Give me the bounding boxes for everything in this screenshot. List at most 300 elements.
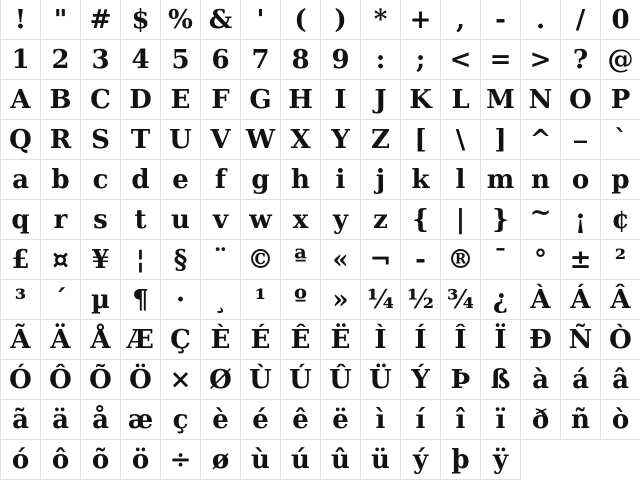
character-cell[interactable]: [481, 0, 521, 40]
character-cell[interactable]: [561, 320, 601, 360]
character-cell[interactable]: [401, 360, 441, 400]
character-cell[interactable]: [481, 160, 521, 200]
character-cell[interactable]: [481, 80, 521, 120]
character-cell[interactable]: [201, 160, 241, 200]
character-cell[interactable]: [121, 320, 161, 360]
character-cell[interactable]: [121, 200, 161, 240]
glyph: ¬: [369, 245, 392, 275]
character-cell[interactable]: [321, 360, 361, 400]
character-cell[interactable]: [321, 400, 361, 440]
glyph: [: [414, 125, 427, 155]
character-cell[interactable]: [441, 120, 481, 160]
character-cell[interactable]: [561, 400, 601, 440]
character-cell[interactable]: [241, 240, 281, 280]
glyph: -: [495, 5, 506, 35]
character-cell[interactable]: [121, 0, 161, 40]
character-cell[interactable]: [521, 0, 561, 40]
glyph: S: [91, 125, 110, 155]
character-cell[interactable]: [561, 160, 601, 200]
character-cell[interactable]: [321, 0, 361, 40]
character-cell[interactable]: [41, 40, 81, 80]
character-cell[interactable]: [201, 80, 241, 120]
glyph: À: [530, 285, 551, 315]
character-cell[interactable]: [1, 120, 41, 160]
character-cell[interactable]: [121, 80, 161, 120]
character-cell[interactable]: [241, 120, 281, 160]
character-cell[interactable]: [41, 400, 81, 440]
character-cell[interactable]: [1, 280, 41, 320]
character-cell[interactable]: [401, 80, 441, 120]
character-cell[interactable]: [161, 160, 201, 200]
character-cell[interactable]: [161, 400, 201, 440]
character-cell[interactable]: [81, 0, 121, 40]
character-cell[interactable]: [601, 360, 640, 400]
character-cell[interactable]: [1, 80, 41, 120]
character-cell[interactable]: [401, 40, 441, 80]
character-cell[interactable]: [601, 400, 640, 440]
glyph: ¯: [494, 245, 507, 275]
glyph: ]: [494, 125, 507, 155]
character-cell[interactable]: [441, 80, 481, 120]
character-cell[interactable]: [321, 120, 361, 160]
glyph: k: [411, 165, 430, 195]
glyph: F: [211, 85, 230, 115]
glyph: o: [571, 165, 590, 195]
character-cell[interactable]: [281, 280, 321, 320]
character-cell[interactable]: [561, 240, 601, 280]
character-cell[interactable]: [561, 200, 601, 240]
glyph: e: [172, 165, 189, 195]
glyph: ù: [251, 445, 270, 475]
character-cell[interactable]: [161, 80, 201, 120]
character-cell[interactable]: [521, 240, 561, 280]
character-cell[interactable]: [321, 200, 361, 240]
glyph: â: [612, 365, 629, 395]
glyph: s: [93, 205, 108, 235]
character-cell[interactable]: [81, 200, 121, 240]
glyph: î: [455, 405, 466, 435]
glyph: ©: [247, 245, 274, 275]
character-cell[interactable]: [601, 80, 640, 120]
glyph: D: [129, 85, 152, 115]
character-cell[interactable]: [41, 160, 81, 200]
character-cell[interactable]: [401, 160, 441, 200]
character-cell[interactable]: [201, 320, 241, 360]
character-cell[interactable]: [521, 40, 561, 80]
glyph: d: [131, 165, 150, 195]
character-cell[interactable]: [241, 40, 281, 80]
glyph: 0: [611, 5, 630, 35]
character-cell[interactable]: [201, 120, 241, 160]
character-cell[interactable]: [81, 280, 121, 320]
glyph: 9: [331, 45, 350, 75]
glyph: M: [486, 85, 515, 115]
character-cell[interactable]: [121, 40, 161, 80]
character-cell[interactable]: [41, 240, 81, 280]
character-cell[interactable]: [81, 40, 121, 80]
glyph: ã: [12, 405, 29, 435]
character-cell[interactable]: [561, 0, 601, 40]
character-cell[interactable]: [41, 280, 81, 320]
glyph: Ç: [170, 325, 191, 355]
glyph: A: [10, 85, 31, 115]
glyph: ¢: [611, 205, 630, 235]
character-cell[interactable]: [281, 200, 321, 240]
character-cell[interactable]: [361, 320, 401, 360]
character-cell[interactable]: [561, 280, 601, 320]
character-cell[interactable]: [1, 320, 41, 360]
character-cell[interactable]: [401, 0, 441, 40]
glyph: v: [212, 205, 229, 235]
glyph: ,: [455, 5, 466, 35]
character-cell[interactable]: [281, 240, 321, 280]
glyph: (: [294, 5, 307, 35]
character-cell[interactable]: [361, 200, 401, 240]
character-cell[interactable]: [121, 360, 161, 400]
glyph: þ: [451, 445, 470, 475]
character-cell[interactable]: [1, 200, 41, 240]
character-cell[interactable]: [521, 280, 561, 320]
glyph: ü: [371, 445, 390, 475]
glyph: =: [489, 45, 512, 75]
character-cell[interactable]: [441, 280, 481, 320]
character-cell[interactable]: [241, 80, 281, 120]
character-cell[interactable]: [241, 0, 281, 40]
character-cell[interactable]: [401, 120, 441, 160]
glyph: Ó: [9, 365, 32, 395]
glyph: Ý: [411, 365, 430, 395]
character-cell[interactable]: [361, 160, 401, 200]
character-cell[interactable]: [521, 80, 561, 120]
character-cell[interactable]: [441, 0, 481, 40]
glyph: ð: [531, 405, 550, 435]
glyph: Õ: [89, 365, 112, 395]
glyph: ¸: [214, 285, 227, 315]
character-cell[interactable]: [601, 200, 640, 240]
glyph: Ö: [129, 365, 152, 395]
character-cell[interactable]: [121, 280, 161, 320]
glyph: G: [249, 85, 272, 115]
character-cell[interactable]: [441, 320, 481, 360]
character-cell[interactable]: [161, 40, 201, 80]
character-cell[interactable]: [201, 280, 241, 320]
glyph: ô: [51, 445, 70, 475]
glyph: E: [170, 85, 191, 115]
glyph: ò: [611, 405, 630, 435]
character-cell[interactable]: [481, 120, 521, 160]
glyph: T: [130, 125, 151, 155]
character-cell[interactable]: [281, 360, 321, 400]
character-cell[interactable]: [1, 0, 41, 40]
character-cell[interactable]: [441, 440, 481, 480]
character-cell[interactable]: [241, 200, 281, 240]
character-cell[interactable]: [161, 200, 201, 240]
character-cell[interactable]: [41, 440, 81, 480]
character-cell[interactable]: [481, 40, 521, 80]
glyph: *: [373, 5, 388, 35]
glyph: È: [210, 325, 231, 355]
glyph: h: [291, 165, 310, 195]
glyph: ý: [412, 445, 429, 475]
character-cell[interactable]: [601, 40, 640, 80]
character-cell[interactable]: [601, 320, 640, 360]
glyph: t: [134, 205, 147, 235]
character-cell[interactable]: [121, 400, 161, 440]
glyph: æ: [127, 405, 154, 435]
character-cell[interactable]: [321, 160, 361, 200]
glyph: b: [51, 165, 70, 195]
glyph: ¨: [214, 245, 227, 275]
character-cell[interactable]: [81, 360, 121, 400]
character-cell[interactable]: [481, 440, 521, 480]
character-cell[interactable]: [161, 280, 201, 320]
character-cell[interactable]: [161, 120, 201, 160]
glyph: ¿: [492, 285, 509, 315]
character-cell[interactable]: [281, 440, 321, 480]
glyph: Ï: [494, 325, 507, 355]
character-cell[interactable]: [81, 120, 121, 160]
character-cell[interactable]: [81, 80, 121, 120]
character-cell[interactable]: [601, 240, 640, 280]
glyph: w: [249, 205, 272, 235]
character-cell[interactable]: [401, 240, 441, 280]
character-cell[interactable]: [441, 360, 481, 400]
glyph: ï: [495, 405, 506, 435]
glyph: ä: [52, 405, 69, 435]
character-cell[interactable]: [1, 160, 41, 200]
character-cell[interactable]: [401, 200, 441, 240]
character-cell[interactable]: [561, 40, 601, 80]
character-cell[interactable]: [361, 240, 401, 280]
glyph: W: [245, 125, 276, 155]
character-cell[interactable]: [361, 80, 401, 120]
character-cell[interactable]: [441, 400, 481, 440]
character-cell[interactable]: [41, 200, 81, 240]
character-cell[interactable]: [241, 320, 281, 360]
character-cell[interactable]: [481, 320, 521, 360]
glyph: §: [173, 245, 188, 275]
glyph: ¼: [366, 285, 395, 315]
glyph: Ð: [529, 325, 552, 355]
character-cell[interactable]: [521, 320, 561, 360]
glyph: <: [449, 45, 472, 75]
character-cell[interactable]: [81, 400, 121, 440]
character-cell[interactable]: [601, 280, 640, 320]
glyph: Á: [570, 285, 591, 315]
character-cell[interactable]: [561, 114, 601, 160]
character-cell[interactable]: [401, 320, 441, 360]
character-cell[interactable]: [521, 200, 561, 240]
glyph: f: [214, 165, 227, 195]
glyph: ¶: [132, 285, 149, 315]
glyph: \: [455, 125, 466, 155]
character-cell[interactable]: [441, 40, 481, 80]
character-cell[interactable]: [521, 360, 561, 400]
character-cell[interactable]: [161, 240, 201, 280]
character-cell[interactable]: [361, 440, 401, 480]
character-cell[interactable]: [401, 280, 441, 320]
character-cell[interactable]: [41, 120, 81, 160]
character-cell[interactable]: [121, 160, 161, 200]
character-cell[interactable]: [321, 80, 361, 120]
character-cell[interactable]: [281, 80, 321, 120]
character-cell[interactable]: [1, 240, 41, 280]
glyph: ¤: [52, 245, 69, 275]
character-cell[interactable]: [81, 240, 121, 280]
character-cell[interactable]: [161, 0, 201, 40]
character-cell[interactable]: [281, 120, 321, 160]
character-cell[interactable]: [201, 40, 241, 80]
glyph: u: [171, 205, 190, 235]
character-cell[interactable]: [241, 280, 281, 320]
glyph: 8: [291, 45, 310, 75]
glyph: Ò: [609, 325, 632, 355]
character-cell[interactable]: [201, 360, 241, 400]
glyph: à: [532, 365, 549, 395]
glyph: 3: [91, 45, 110, 75]
character-cell[interactable]: [281, 40, 321, 80]
glyph: H: [288, 85, 313, 115]
glyph: r: [53, 205, 68, 235]
glyph: 6: [211, 45, 230, 75]
character-cell[interactable]: [1, 40, 41, 80]
character-cell[interactable]: [1, 360, 41, 400]
glyph: Ú: [289, 365, 312, 395]
glyph: è: [212, 405, 229, 435]
glyph: i: [335, 165, 346, 195]
character-cell[interactable]: [41, 320, 81, 360]
character-cell[interactable]: [481, 360, 521, 400]
character-cell[interactable]: [441, 160, 481, 200]
glyph: ¦: [135, 245, 146, 275]
character-cell[interactable]: [281, 320, 321, 360]
character-cell[interactable]: [41, 80, 81, 120]
character-cell[interactable]: [401, 400, 441, 440]
character-cell[interactable]: [361, 120, 401, 160]
glyph: |: [455, 205, 466, 235]
character-cell[interactable]: [321, 280, 361, 320]
character-cell[interactable]: [41, 360, 81, 400]
glyph: #: [89, 5, 112, 35]
character-cell[interactable]: [321, 440, 361, 480]
glyph: Ø: [209, 365, 232, 395]
character-cell[interactable]: [121, 240, 161, 280]
character-cell[interactable]: [81, 320, 121, 360]
character-cell[interactable]: [281, 160, 321, 200]
glyph: n: [531, 165, 550, 195]
glyph: Ì: [374, 325, 387, 355]
glyph: ç: [172, 405, 189, 435]
glyph: .: [535, 5, 546, 35]
glyph: N: [528, 85, 553, 115]
character-cell[interactable]: [241, 400, 281, 440]
character-cell[interactable]: [161, 320, 201, 360]
character-cell[interactable]: [481, 400, 521, 440]
character-cell[interactable]: [201, 200, 241, 240]
glyph: ß: [490, 365, 511, 395]
glyph: ÿ: [492, 445, 509, 475]
glyph: Þ: [450, 365, 471, 395]
character-cell[interactable]: [201, 0, 241, 40]
character-cell[interactable]: [561, 360, 601, 400]
character-cell[interactable]: [201, 400, 241, 440]
glyph: >: [529, 45, 552, 75]
character-cell[interactable]: [481, 240, 521, 280]
character-cell[interactable]: [41, 0, 81, 40]
character-cell[interactable]: [521, 400, 561, 440]
character-cell[interactable]: [281, 0, 321, 40]
glyph: Ô: [49, 365, 72, 395]
character-cell[interactable]: [361, 40, 401, 80]
character-cell[interactable]: [121, 120, 161, 160]
character-cell[interactable]: [121, 440, 161, 480]
character-cell[interactable]: [241, 440, 281, 480]
character-cell[interactable]: [241, 160, 281, 200]
character-cell[interactable]: [481, 200, 521, 240]
character-cell[interactable]: [1, 440, 41, 480]
glyph: Ä: [50, 325, 71, 355]
glyph: y: [332, 205, 349, 235]
glyph: Æ: [127, 325, 154, 355]
glyph: Í: [414, 325, 427, 355]
glyph: X: [290, 125, 311, 155]
glyph: ¾: [446, 285, 475, 315]
character-cell[interactable]: [401, 440, 441, 480]
glyph: ®: [447, 245, 474, 275]
character-cell[interactable]: [441, 200, 481, 240]
glyph: g: [251, 165, 270, 195]
character-cell[interactable]: [441, 240, 481, 280]
glyph: ê: [292, 405, 309, 435]
character-cell[interactable]: [521, 120, 561, 160]
character-cell[interactable]: [321, 240, 361, 280]
glyph: ´: [54, 285, 67, 315]
character-cell[interactable]: [361, 400, 401, 440]
character-cell[interactable]: [81, 160, 121, 200]
glyph: -: [415, 245, 426, 275]
character-cell[interactable]: [601, 120, 640, 160]
character-cell[interactable]: [601, 0, 640, 40]
glyph: I: [334, 85, 347, 115]
glyph: @: [607, 45, 634, 75]
glyph: û: [331, 445, 350, 475]
character-cell[interactable]: [201, 440, 241, 480]
character-cell[interactable]: [81, 440, 121, 480]
glyph: R: [49, 125, 72, 155]
character-cell[interactable]: [601, 160, 640, 200]
character-cell[interactable]: [161, 360, 201, 400]
character-cell[interactable]: [241, 360, 281, 400]
character-cell[interactable]: [1, 400, 41, 440]
glyph: å: [92, 405, 109, 435]
glyph: Ë: [330, 325, 351, 355]
glyph: :: [375, 45, 386, 75]
character-cell[interactable]: [201, 240, 241, 280]
glyph: K: [409, 85, 432, 115]
character-cell[interactable]: [281, 400, 321, 440]
character-cell[interactable]: [481, 280, 521, 320]
glyph: ^: [529, 125, 552, 155]
glyph: ?: [572, 45, 589, 75]
glyph: Â: [610, 285, 631, 315]
character-cell[interactable]: [321, 40, 361, 80]
character-cell[interactable]: [361, 0, 401, 40]
character-cell[interactable]: [321, 320, 361, 360]
glyph: ×: [169, 365, 192, 395]
character-cell[interactable]: [361, 360, 401, 400]
character-cell[interactable]: [361, 280, 401, 320]
character-cell[interactable]: [161, 440, 201, 480]
